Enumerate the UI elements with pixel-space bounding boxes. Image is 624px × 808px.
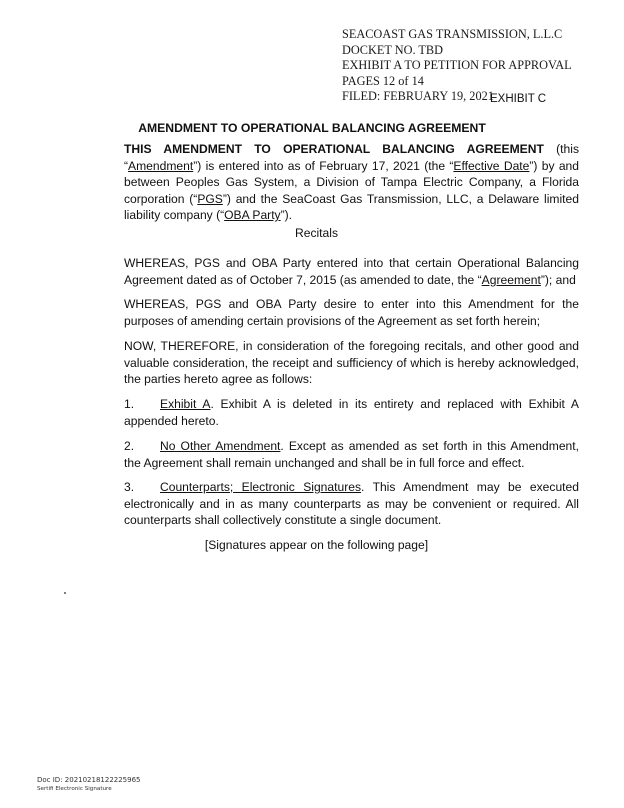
section-1-heading: Exhibit A: [160, 397, 211, 411]
pgs-term: PGS: [197, 191, 223, 206]
agreement-term: Agreement: [481, 272, 541, 287]
esign-footer: [37, 776, 141, 793]
section-3: [89, 479, 579, 529]
section-2-text: . Except as amended as set forth in this Amendment, the Agreement shall remain unchanged and shall be in full force and effect.: [124, 439, 579, 470]
oba-party-term: OBA Party: [224, 208, 281, 223]
intro-text-2: ”) is entered into as of February 17, 2021 (the “: [193, 158, 454, 173]
whereas1-text-2: ”); and: [540, 272, 576, 287]
sertifi-label: Sertifi Electronic Signature: [37, 786, 112, 792]
amendment-term: Amendment: [128, 158, 194, 173]
now-therefore-paragraph: NOW, THEREFORE, in consideration of the foregoing recitals, and other good and valuable consideration, the receipt and sufficiency of which is hereby acknowledged, the parties hereto agree as follows:: [124, 339, 579, 387]
stamp-exhibit: EXHIBIT A TO PETITION FOR APPROVAL: [342, 58, 572, 73]
intro-bold-lead: THIS AMENDMENT TO OPERATIONAL BALANCING AGREEMENT: [124, 142, 544, 156]
exhibit-c-label: EXHIBIT C: [490, 93, 547, 105]
section-3-text: . This Amendment may be executed electronically and in as many counterparts as may be convenient or required. All counterparts shall collectively constitute a single document.: [124, 480, 579, 528]
whereas-paragraph-1: [89, 255, 579, 288]
section-1-text: . Exhibit A is deleted in its entirety and replaced with Exhibit A appended hereto.: [124, 397, 579, 428]
whereas1-text-1: WHEREAS, PGS and OBA Party entered into that certain Operational Balancing Agreement dated as of October 7, 2015 (as amended to date, the “: [124, 256, 579, 287]
intro-text-4: ”) and the SeaCoast Gas Transmission, LLC, a Delaware limited liability company (“: [124, 191, 579, 223]
stamp-company: SEACOAST GAS TRANSMISSION, L.L.C: [342, 27, 563, 41]
stamp-docket: DOCKET NO. TBD: [342, 42, 443, 57]
signature-note: [Signatures appear on the following page]: [204, 538, 429, 552]
whereas-paragraph-2: WHEREAS, PGS and OBA Party desire to enter into this Amendment for the purposes of amending certain provisions of the Agreement as set forth herein;: [124, 297, 579, 328]
recitals-heading: Recitals: [294, 226, 338, 240]
section-2-heading: No Other Amendment: [160, 439, 281, 453]
section-3-number: 3.: [124, 480, 135, 494]
section-1: [89, 396, 579, 429]
intro-paragraph: [89, 141, 579, 224]
section-2: [89, 438, 579, 471]
stamp-filed: FILED: FEBRUARY 19, 2021: [342, 89, 494, 104]
document-title: AMENDMENT TO OPERATIONAL BALANCING AGREEMENT: [138, 121, 486, 135]
intro-text-1: (this “: [124, 142, 579, 173]
stamp-pages: PAGES 12 of 14: [342, 73, 424, 88]
intro-text-5: ”).: [280, 208, 293, 223]
section-3-heading: Counterparts; Electronic Signatures: [160, 480, 362, 494]
scan-speck: [64, 592, 66, 594]
section-2-number: 2.: [124, 439, 135, 453]
intro-text-3: ”) by and between Peoples Gas System, a Division of Tampa Electric Company, a Florida corporation (“: [124, 158, 579, 206]
effective-date-term: Effective Date: [453, 158, 530, 173]
doc-id: Doc ID: 20210218122225965: [37, 776, 141, 784]
section-1-number: 1.: [124, 397, 135, 411]
